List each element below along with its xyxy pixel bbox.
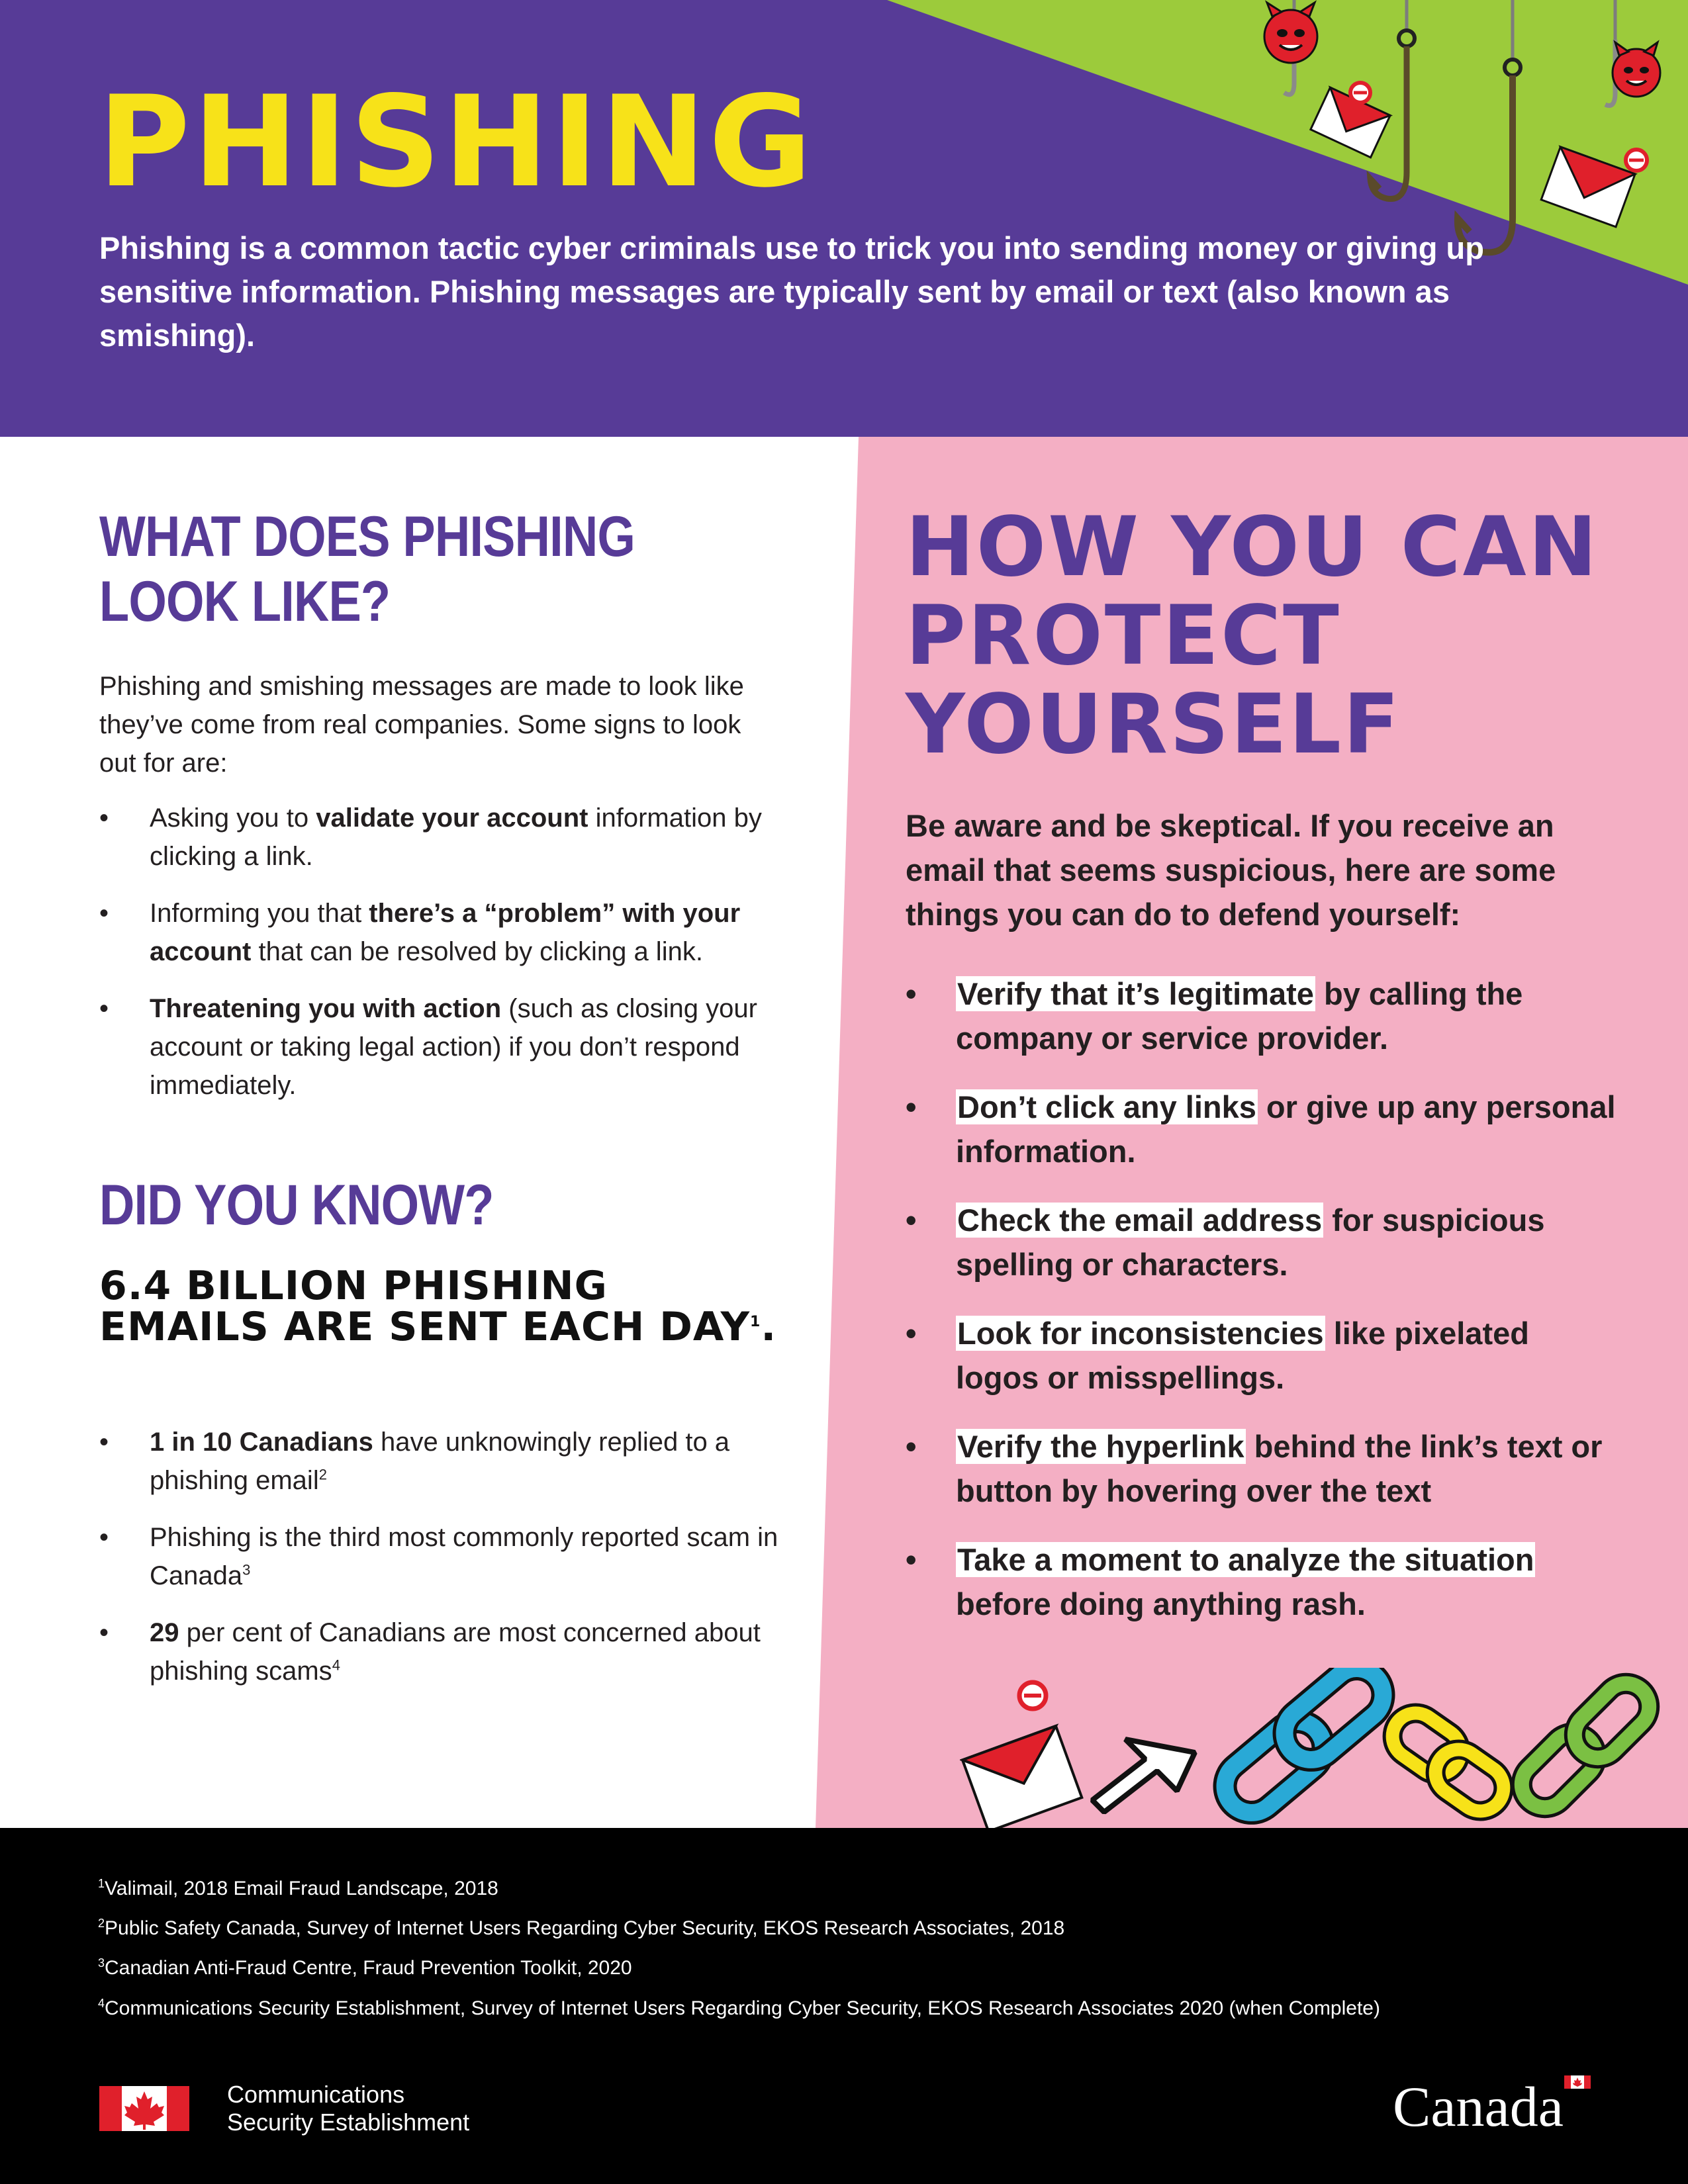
warning-signs-list <box>99 799 781 1123</box>
envelope-icon <box>962 1726 1082 1831</box>
look-heading: WHAT DOES PHISHING LOOK LIKE? <box>99 505 635 633</box>
look-intro-text: Phishing and smishing messages are made to look like they’ve come from real companies. Some signs to look out for are: <box>99 672 744 778</box>
chain-link-icon <box>1512 1674 1658 1817</box>
footnote: $^3$Canadian Anti-Fraud Centre, Fraud Prevention Toolkit, 2020 <box>98 1956 632 1979</box>
fishing-hook-icon <box>1370 0 1415 199</box>
fishing-hook-icon <box>1605 0 1615 106</box>
canada-wordmark: Canada <box>1393 2075 1564 2138</box>
intro-text: Phishing is a common tactic cyber criminals use to trick you into sending money or giving up sensitive information. Phishing messages are typically sent by email or text (also known as smishing). <box>99 230 1484 353</box>
did-you-know-heading: DID YOU KNOW? <box>99 1173 494 1237</box>
facts-list <box>99 1423 781 1709</box>
page-title: PHISHING <box>98 69 815 215</box>
protect-heading: HOW YOU CAN PROTECT YOURSELF <box>906 500 1599 772</box>
list-item: • 29 per cent of Canadians are most concerned about phishing scams$^4$ <box>99 1618 761 1686</box>
footnote: $^1$Valimail, 2018 Email Fraud Landscape, 2018 <box>98 1877 498 1899</box>
no-entry-icon <box>1350 83 1370 103</box>
list-item: • 1 in 10 Canadians have unknowingly replied to a phishing email$^2$ <box>99 1428 730 1495</box>
devil-icon <box>1264 3 1317 63</box>
list-item: • Look for inconsistencies like pixelated logos or misspellings. <box>906 1316 1529 1395</box>
chain-link-icon <box>1383 1704 1513 1820</box>
footnote: $^4$Communications Security Establishment, Survey of Internet Users Regarding Cyber Security, EKOS Research Associates 2020 (when Complete) <box>98 1997 1380 2019</box>
stat-callout: 6.4 BILLION PHISHING EMAILS ARE SENT EACH DAY$^1$. <box>99 1263 777 1350</box>
footnote: $^2$Public Safety Canada, Survey of Internet Users Regarding Cyber Security, EKOS Research Associates, 2018 <box>98 1917 1065 1939</box>
no-entry-icon <box>1019 1682 1046 1709</box>
header-banner <box>0 0 1688 437</box>
list-item: • Threatening you with action (such as closing your account or taking legal action) if you don’t respond immediately. <box>99 994 757 1100</box>
protection-tips-list <box>906 972 1620 1651</box>
chain-link-icon <box>1214 1668 1394 1823</box>
organization-name: Communications Security Establishment <box>227 2081 470 2136</box>
canada-flag-icon <box>1564 2075 1591 2089</box>
list-item: • Verify that it’s legitimate by calling the company or service provider. <box>906 976 1523 1056</box>
no-entry-icon <box>1626 150 1647 171</box>
list-item: • Asking you to validate your account information by clicking a link. <box>99 803 762 871</box>
list-item: • Check the email address for suspicious spelling or characters. <box>906 1203 1545 1282</box>
list-item: • Take a moment to analyze the situation before doing anything rash. <box>906 1542 1534 1621</box>
list-item: • Informing you that there’s a “problem” with your account that can be resolved by clicking a link. <box>99 899 741 966</box>
email-cursor-chain-illustration <box>960 1668 1675 1833</box>
list-item: • Verify the hyperlink behind the link’s text or button by hovering over the text <box>906 1429 1603 1508</box>
cursor-icon <box>1092 1739 1195 1812</box>
list-item: • Don’t click any links or give up any personal information. <box>906 1089 1616 1169</box>
envelope-icon <box>1541 147 1635 227</box>
canada-flag-icon <box>99 2086 189 2131</box>
fishing-hook-icon <box>1458 0 1521 252</box>
devil-icon <box>1613 42 1660 97</box>
protect-intro-text: Be aware and be skeptical. If you receive an email that seems suspicious, here are some things you can do to defend yourself: <box>906 808 1556 932</box>
list-item: • Phishing is the third most commonly reported scam in Canada$^3$ <box>99 1523 778 1590</box>
